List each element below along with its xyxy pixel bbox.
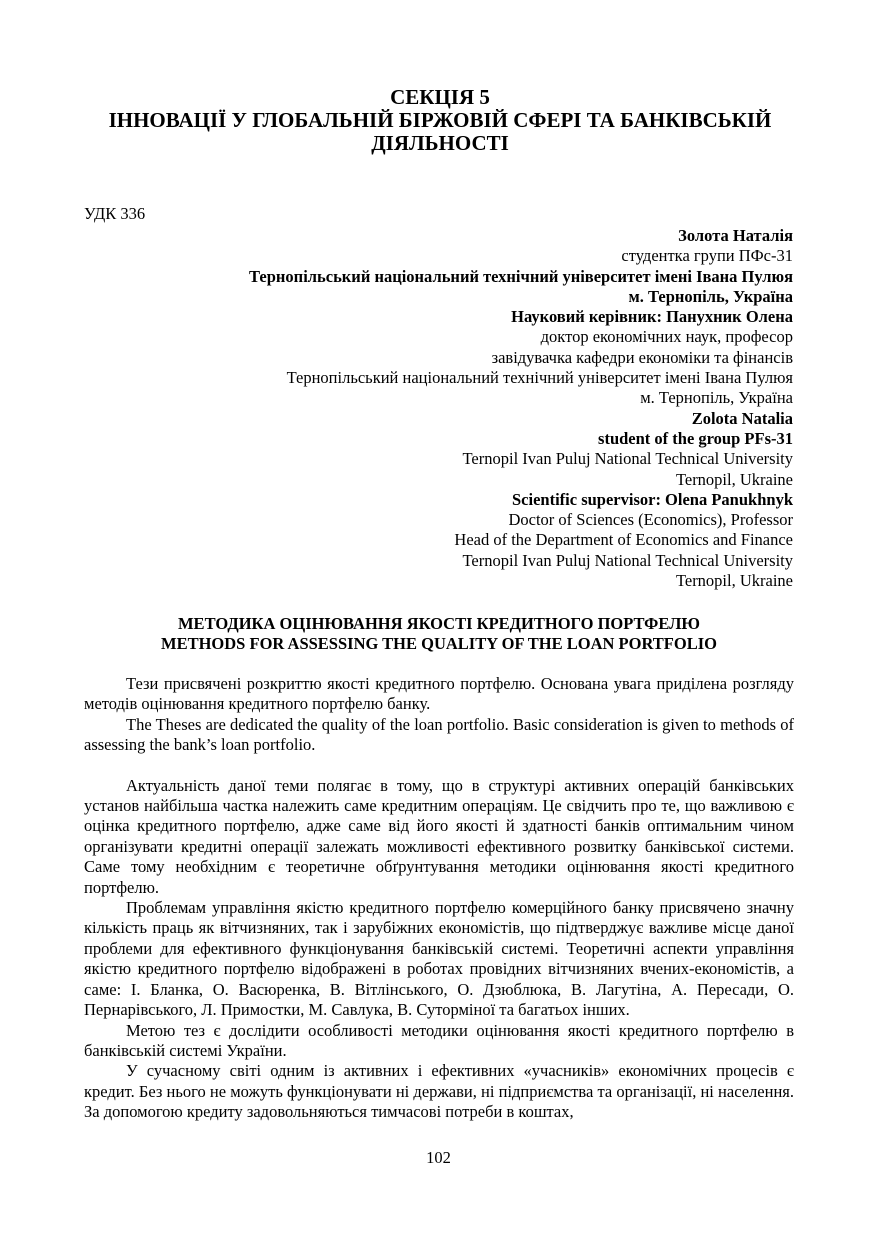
- ua-author-group: студентка групи ПФс-31: [621, 246, 793, 266]
- en-supervisor-university: Ternopil Ivan Puluj National Technical University: [462, 550, 793, 570]
- ua-supervisor-city: м. Тернопіль, Україна: [640, 388, 793, 408]
- author-info: [73, 226, 793, 591]
- section-title-line-2: ДІЯЛЬНОСТІ: [371, 131, 509, 155]
- udk-code: УДК 336: [84, 204, 146, 223]
- ua-author-name: Золота Наталія: [678, 226, 793, 245]
- en-supervisor-position: Head of the Department of Economics and Finance: [454, 530, 793, 550]
- paragraph-goal: Метою тез є дослідити особливості методики оцінювання якості кредитного портфелю в банківській системі України.: [84, 1020, 794, 1060]
- page-number: 102: [426, 1148, 451, 1167]
- section-title-line-1: ІННОВАЦІЇ У ГЛОБАЛЬНІЙ БІРЖОВІЙ СФЕРІ ТА БАНКІВСЬКІЙ: [108, 108, 772, 132]
- paper-body: [84, 674, 794, 1123]
- paragraph-literature: Проблемам управління якістю кредитного портфелю комерційного банку присвячено значну кількість праць як вітчизняних, так і зарубіжних економістів, що підтверджує важливе місце даної проблеми для ефективного функціонування банківській системі. Теоретичні аспекти управління якістю кредитного портфелю відображені в роботах провідних вітчизняних вчених-економістів, а саме: І. Бланка, О. Васюренка, В. Вітлінського, О. Дзюблюка, В. Лагутіна, А. Пересади, О. Пернарівського, Л. Примостки, М. Савлука, В. Суторміної та багатьох інших.: [84, 898, 794, 1020]
- paper-title-ua: МЕТОДИКА ОЦІНЮВАННЯ ЯКОСТІ КРЕДИТНОГО ПОРТФЕЛЮ: [177, 614, 700, 633]
- en-author-city: Ternopil, Ukraine: [675, 469, 793, 489]
- paragraph-credit: У сучасному світі одним із активних і ефективних «учасників» економічних процесів є кредит. Без нього не можуть функціонувати ні держави, ні підприємства та організації, ні населення. За допомогою кредиту задовольняються тимчасові потреби в коштах,: [84, 1061, 794, 1122]
- ua-supervisor-position: завідувачка кафедри економіки та фінансів: [491, 347, 793, 367]
- abstract-ua: Тези присвячені розкриттю якості кредитного портфелю. Основана увага приділена розгляду методів оцінювання кредитного портфелю банку.: [84, 674, 794, 714]
- section-heading: [90, 86, 790, 155]
- en-supervisor: Scientific supervisor: Olena Panukhnyk: [512, 489, 793, 509]
- paragraph-relevance: Актуальність даної теми полягає в тому, що в структурі активних операцій банківських установ найбільша частка належить саме кредитним операціям. Це свідчить про те, що важливою є оцінка кредитного портфелю, адже саме від його якості й здатності банків оптимальним чином організувати кредитні операції залежать можливості ефективного розвитку банківської системи. Саме тому необхідним є теоретичне обґрунтування методики оцінювання якості кредитного портфелю.: [84, 775, 794, 897]
- ua-supervisor: Науковий керівник: Панухник Олена: [511, 307, 793, 327]
- en-author-university: Ternopil Ivan Puluj National Technical University: [462, 449, 793, 469]
- ua-author-university: Тернопільський національний технічний університет імені Івана Пулюя: [249, 266, 793, 286]
- paper-title-en: METHODS FOR ASSESSING THE QUALITY OF THE LOAN PORTFOLIO: [161, 634, 717, 653]
- en-author-name: Zolota Natalia: [691, 408, 793, 428]
- abstract-en: The Theses are dedicated the quality of the loan portfolio. Basic consideration is given to methods of assessing the bank’s loan portfolio.: [84, 714, 794, 755]
- en-supervisor-city: Ternopil, Ukraine: [675, 571, 793, 591]
- ua-supervisor-degree: доктор економічних наук, професор: [540, 327, 793, 347]
- en-supervisor-degree: Doctor of Sciences (Economics), Professor: [508, 510, 793, 530]
- section-number: СЕКЦІЯ 5: [390, 85, 490, 109]
- en-author-group: student of the group PFs-31: [598, 428, 793, 448]
- ua-author-city: м. Тернопіль, Україна: [628, 286, 793, 306]
- paper-title: [84, 614, 794, 654]
- ua-supervisor-university: Тернопільський національний технічний університет імені Івана Пулюя: [286, 368, 793, 388]
